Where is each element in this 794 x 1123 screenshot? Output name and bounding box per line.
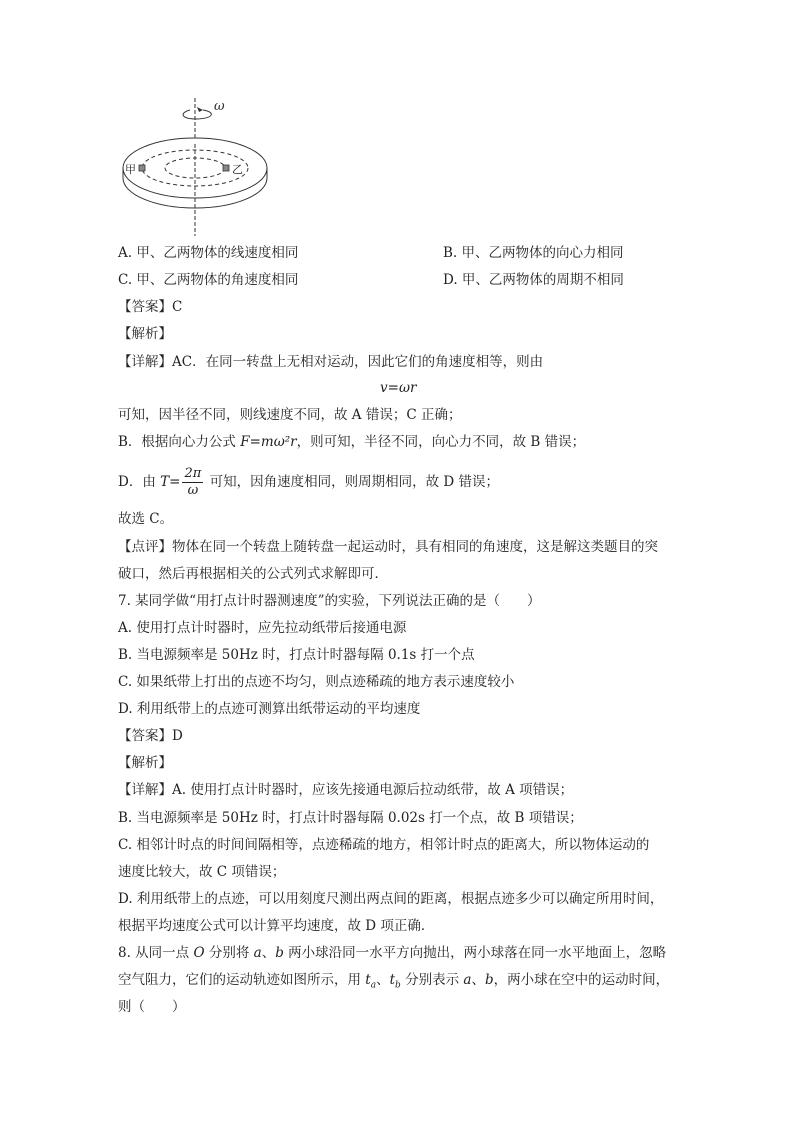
- q7-detail-3: C. 相邻计时点的时间间隔相等，点迹稀疏的地方，相邻计时点的距离大，所以物体运动的: [118, 837, 650, 853]
- q6-comment-2: 破口，然后再根据相关的公式列式求解即可．: [118, 566, 388, 582]
- q8-tb-t: t: [389, 972, 396, 988]
- q6-detail-4-post: 可知，因角速度相同，则周期相同，故 D 错误；: [205, 474, 499, 490]
- q8-point-O: O: [193, 945, 205, 961]
- q6-fraction-denominator: ω: [187, 483, 199, 498]
- q8-l2-a: a: [463, 972, 472, 988]
- turntable-diagram: [115, 96, 285, 240]
- q6-detail-3-post: ，则可知，半径不同，向心力不同，故 B 错误；: [296, 434, 586, 450]
- turntable-figure: [115, 96, 285, 240]
- q8-l2-sep: 、: [376, 972, 390, 988]
- q7-detail-2: B. 当电源频率是 50Hz 时，打点计时器每隔 0.02s 打一个点，故 B 项错误；: [118, 810, 583, 826]
- q7-option-a: A. 使用打点计时器时，应先拉动纸带后接通电源: [118, 620, 407, 636]
- q8-tb: [389, 972, 401, 991]
- q7-detail-5: D. 利用纸带上的点迹，可以用刻度尺测出两点间的距离，根据点迹多少可以确定所用时间，: [118, 891, 664, 907]
- q8-l2-pre: 空气阻力，它们的运动轨迹如图所示，用: [118, 972, 366, 988]
- q6-detail-4: [118, 466, 499, 499]
- q6-period-fraction: [182, 466, 203, 499]
- q7-detail-6: 根据平均速度公式可以计算平均速度，故 D 项正确．: [118, 918, 435, 934]
- q8-l1-sep: 、: [261, 945, 276, 961]
- q6-option-b: B. 甲、乙两物体的向心力相同: [443, 245, 624, 261]
- q7-option-d: D. 利用纸带上的点迹可测算出纸带运动的平均速度: [118, 701, 421, 717]
- yi-label: 乙: [232, 163, 243, 176]
- q7-stem: 7. 某同学做“用打点计时器测速度”的实验，下列说法正确的是（ ）: [118, 593, 541, 609]
- q6-period-T: T=: [160, 474, 181, 490]
- q6-detail-3-pre: B．根据向心力公式: [118, 434, 241, 450]
- q8-l2-b: b: [484, 972, 494, 988]
- q8-stem-line-1: [118, 943, 666, 963]
- q8-l2-mid: 分别表示: [400, 972, 464, 988]
- q7-analysis-heading: 【解析】: [118, 755, 172, 771]
- jia-label: 甲: [125, 163, 136, 176]
- q6-option-c: C. 甲、乙两物体的角速度相同: [118, 272, 299, 288]
- q8-ball-a: a: [253, 945, 262, 961]
- q6-force-formula: F=mω²r: [240, 434, 297, 450]
- object-yi: [223, 165, 229, 171]
- q6-comment-1: 【点评】物体在同一个转盘上随转盘一起运动时，具有相同的角速度，这是解这类题目的突: [118, 539, 658, 555]
- q6-detail-1: 【详解】AC．在同一转盘上无相对运动，因此它们的角速度相等，则由: [118, 354, 544, 370]
- q6-analysis-heading: 【解析】: [118, 326, 172, 342]
- q6-option-a: A. 甲、乙两物体的线速度相同: [118, 245, 299, 261]
- omega-label: ω: [214, 99, 225, 114]
- q7-detail-4: 速度比较大，故 C 项错误；: [118, 864, 286, 880]
- q8-ta: [365, 972, 377, 991]
- q8-ta-sub: a: [370, 980, 377, 991]
- q8-stem-line-3: 则（ ）: [118, 999, 186, 1015]
- q7-option-b: B. 当电源频率是 50Hz 时，打点计时器每隔 0.1s 打一个点: [118, 647, 475, 663]
- q6-detail-2: 可知，因半径不同，则线速度不同，故 A 错误；C 正确；: [118, 407, 462, 423]
- object-jia: [139, 165, 145, 171]
- q6-answer: 【答案】C: [118, 299, 183, 315]
- q6-formula-v: v=ωr: [380, 380, 417, 396]
- q7-answer: 【答案】D: [118, 728, 183, 744]
- q7-detail-1: 【详解】A. 使用打点计时器时，应该先接通电源后拉动纸带，故 A 项错误；: [118, 782, 574, 798]
- q8-ball-b: b: [275, 945, 284, 961]
- q6-conclusion: 故选 C。: [118, 511, 174, 527]
- q8-tb-sub: b: [395, 980, 401, 991]
- q7-option-c: C. 如果纸带上打出的点迹不均匀，则点迹稀疏的地方表示速度较小: [118, 674, 515, 690]
- q8-l2-post: ，两小球在空中的运动时间，: [493, 972, 670, 988]
- q8-l1-pre: 8. 从同一点: [118, 945, 194, 961]
- q8-l1-post: 两小球沿同一水平方向抛出，两小球落在同一水平地面上，忽略: [283, 945, 667, 961]
- q8-ta-t: t: [365, 972, 371, 988]
- q8-l1-mid: 分别将: [204, 945, 254, 961]
- q6-option-d: D. 甲、乙两物体的周期不相同: [443, 272, 624, 288]
- q8-stem-line-2: [118, 970, 669, 996]
- q6-detail-3: [118, 432, 585, 452]
- q8-l2-sep2: 、: [471, 972, 485, 988]
- q6-fraction-numerator: 2π: [184, 466, 202, 481]
- q6-detail-4-pre: D．由: [118, 474, 161, 490]
